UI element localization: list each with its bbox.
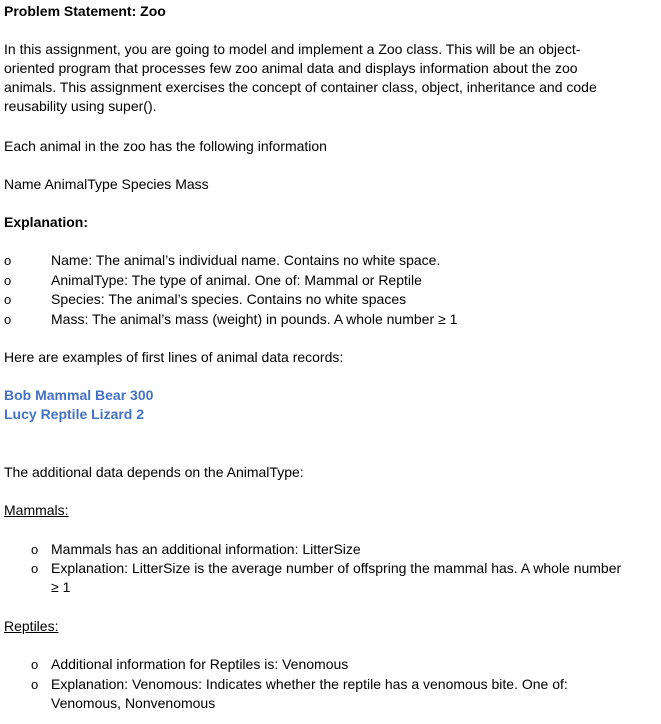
- info-intro: Each animal in the zoo has the following information: [4, 138, 327, 154]
- explanation-item-mass: Mass: The animal’s mass (weight) in pounds. A whole number ≥ 1: [51, 311, 458, 327]
- explanation-heading: Explanation:: [4, 214, 89, 230]
- bullet-icon: o: [4, 253, 12, 268]
- reptiles-item-2-cont: Venomous, Nonvenomous: [51, 695, 216, 711]
- mammals-item-2: Explanation: LitterSize is the average number of offspring the mammal has. A whole number: [51, 560, 622, 576]
- fields-line: Name AnimalType Species Mass: [4, 176, 209, 192]
- examples-intro: Here are examples of first lines of animal data records:: [4, 349, 344, 365]
- intro-line-1: In this assignment, you are going to model and implement a Zoo class. This will be an object-: [4, 41, 581, 57]
- mammals-heading: Mammals:: [4, 502, 69, 518]
- mammals-item-2-cont: ≥ 1: [51, 579, 71, 595]
- bullet-icon: o: [31, 542, 39, 557]
- example-record-1: Bob Mammal Bear 300: [4, 387, 154, 403]
- bullet-icon: o: [31, 657, 39, 672]
- reptiles-heading: Reptiles:: [4, 618, 59, 634]
- mammals-item-1: Mammals has an additional information: LitterSize: [51, 541, 361, 557]
- intro-line-3: animals. This assignment exercises the concept of container class, object, inheritance and code: [4, 79, 597, 95]
- bullet-icon: o: [4, 312, 12, 327]
- reptiles-item-2: Explanation: Venomous: Indicates whether the reptile has a venomous bite. One of:: [51, 676, 568, 692]
- reptiles-item-1: Additional information for Reptiles is: Venomous: [51, 656, 349, 672]
- example-record-2: Lucy Reptile Lizard 2: [4, 406, 145, 422]
- explanation-item-animaltype: AnimalType: The type of animal. One of: Mammal or Reptile: [51, 272, 422, 288]
- explanation-item-name: Name: The animal’s individual name. Contains no white space.: [51, 252, 441, 268]
- bullet-icon: o: [4, 292, 12, 307]
- bullet-icon: o: [31, 561, 39, 576]
- explanation-item-species: Species: The animal’s species. Contains no white spaces: [51, 291, 407, 307]
- additional-intro: The additional data depends on the AnimalType:: [4, 464, 304, 480]
- bullet-icon: o: [4, 273, 12, 288]
- bullet-icon: o: [31, 677, 39, 692]
- intro-line-4: reusability using super().: [4, 98, 157, 114]
- intro-line-2: oriented program that processes few zoo animal data and displays information about the zoo: [4, 60, 578, 76]
- page-title: Problem Statement: Zoo: [4, 3, 166, 19]
